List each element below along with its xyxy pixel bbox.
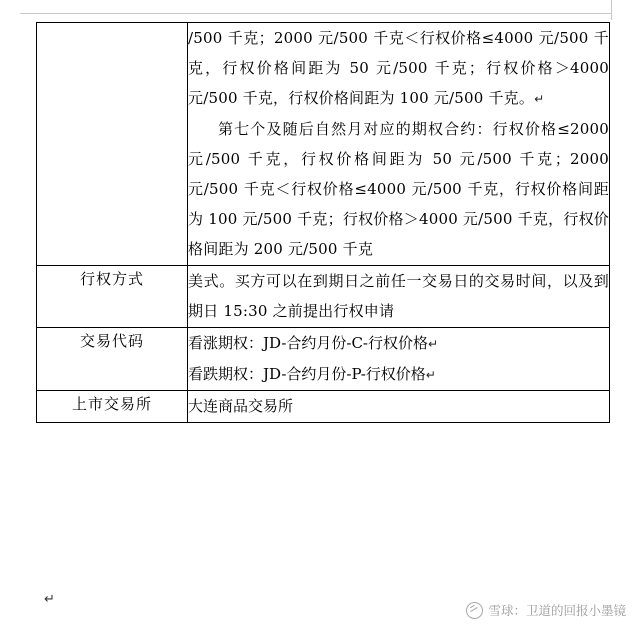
paragraph <box>188 114 609 265</box>
table-row <box>37 328 610 391</box>
paragraph-text: 大连商品交易所 <box>188 397 294 415</box>
paragraph-text: 第七个及随后自然月对应的期权合约：行权价格≤2000 元/500 千克，行权价格间距为 50 元/500 千克；2000 元/500 千克＜行权价格≤4000 元/500 千克，行权价格间距为 100 元/500 千克；行权价格＞4000 元/500 千克，行权价格间距为 200 元/500 千克 <box>188 120 609 258</box>
paragraph <box>188 391 609 422</box>
row-label: 交易代码 <box>79 332 144 350</box>
paragraph <box>188 266 609 327</box>
row-label <box>37 23 187 27</box>
page-margin-guide-top <box>20 13 612 14</box>
paragraph <box>188 23 609 114</box>
row-content-cell <box>188 266 610 328</box>
paragraph <box>188 359 609 390</box>
row-content-cell <box>188 328 610 391</box>
table-row <box>37 266 610 328</box>
paragraph-text: /500 千克；2000 元/500 千克＜行权价格≤4000 元/500 千克，行权价格间距为 50 元/500 千克；行权价格＞4000 元/500 千克，行权价格间距为 100 元/500 千克。 <box>188 29 609 107</box>
row-label-cell <box>37 328 188 391</box>
paragraph-text: 美式。买方可以在到期日之前任一交易日的交易时间，以及到期日 15:30 之前提出行权申请 <box>188 272 609 320</box>
paragraph-mark: ↵ <box>428 337 439 351</box>
snowball-logo-icon <box>466 602 483 619</box>
row-label-cell <box>37 391 188 423</box>
row-label: 行权方式 <box>79 270 144 288</box>
paragraph-mark: ↵ <box>534 92 545 106</box>
table-row <box>37 23 610 266</box>
page-margin-guide-right <box>611 0 612 20</box>
paragraph <box>188 328 609 359</box>
watermark-text: 雪球：卫道的回报小墨镜 <box>488 604 626 618</box>
row-label: 上市交易所 <box>71 395 152 413</box>
watermark <box>466 601 626 619</box>
row-content-cell <box>188 23 610 266</box>
row-label-cell <box>37 266 188 328</box>
row-label-cell <box>37 23 188 266</box>
table-row <box>37 391 610 423</box>
contract-spec-table <box>36 22 610 423</box>
paragraph-text: 看涨期权：JD-合约月份-C-行权价格 <box>188 334 429 352</box>
row-content-cell <box>188 391 610 423</box>
paragraph-mark: ↵ <box>425 368 436 382</box>
paragraph-text: 看跌期权：JD-合约月份-P-行权价格 <box>188 365 426 383</box>
end-paragraph-mark: ↵ <box>44 592 55 607</box>
